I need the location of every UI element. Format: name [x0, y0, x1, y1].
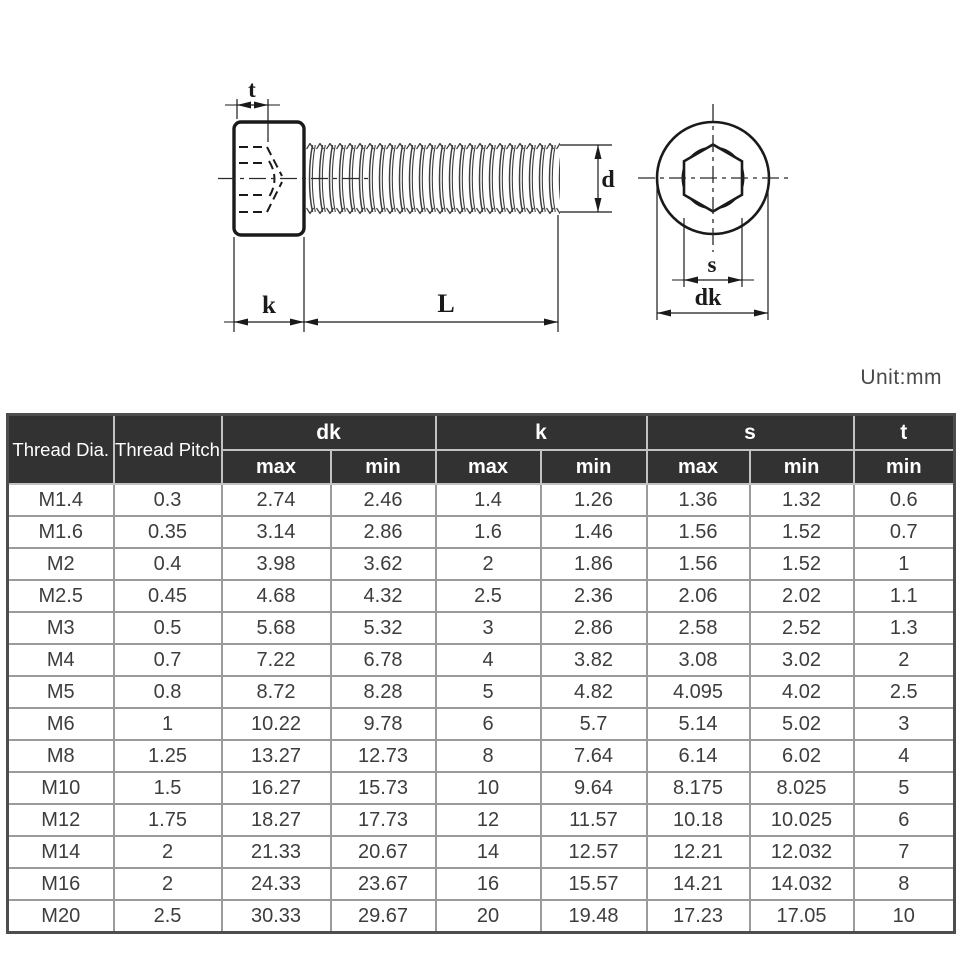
cell-s-max: 5.14 [647, 708, 750, 740]
cell-thread-pitch: 1.5 [114, 772, 222, 804]
cell-k-max: 3 [436, 612, 541, 644]
cell-k-min: 9.64 [541, 772, 647, 804]
dim-label-d: d [601, 167, 615, 193]
spec-table [6, 413, 956, 934]
cell-k-min: 19.48 [541, 900, 647, 933]
cell-k-max: 12 [436, 804, 541, 836]
cell-s-min: 12.032 [750, 836, 854, 868]
header-t-min: min [854, 450, 955, 484]
cell-dk-max: 13.27 [222, 740, 331, 772]
cell-thread-pitch: 0.35 [114, 516, 222, 548]
cell-s-max: 1.56 [647, 548, 750, 580]
cell-thread-pitch: 1.25 [114, 740, 222, 772]
cell-thread-pitch: 0.4 [114, 548, 222, 580]
cell-t-min: 1.3 [854, 612, 955, 644]
cell-dk-max: 4.68 [222, 580, 331, 612]
cell-k-min: 15.57 [541, 868, 647, 900]
cell-t-min: 7 [854, 836, 955, 868]
cell-t-min: 2.5 [854, 676, 955, 708]
cell-s-max: 14.21 [647, 868, 750, 900]
table-row [8, 644, 955, 676]
cell-k-max: 1.6 [436, 516, 541, 548]
header-thread-pitch: Thread Pitch [114, 415, 222, 485]
cell-thread-dia: M2.5 [8, 580, 114, 612]
cell-k-max: 8 [436, 740, 541, 772]
cell-s-min: 2.52 [750, 612, 854, 644]
cell-k-min: 1.46 [541, 516, 647, 548]
dim-label-t: t [248, 77, 256, 102]
cell-dk-min: 9.78 [331, 708, 436, 740]
table-row [8, 804, 955, 836]
cell-thread-pitch: 1 [114, 708, 222, 740]
table-row [8, 836, 955, 868]
table-row [8, 548, 955, 580]
cell-dk-min: 15.73 [331, 772, 436, 804]
technical-drawing [0, 0, 958, 410]
cell-dk-max: 24.33 [222, 868, 331, 900]
cell-thread-pitch: 2 [114, 868, 222, 900]
cell-thread-pitch: 2.5 [114, 900, 222, 933]
header-s-max: max [647, 450, 750, 484]
cell-thread-pitch: 0.5 [114, 612, 222, 644]
dim-label-s: s [707, 252, 717, 277]
cell-k-max: 5 [436, 676, 541, 708]
cell-dk-min: 4.32 [331, 580, 436, 612]
cell-s-min: 8.025 [750, 772, 854, 804]
cell-thread-dia: M10 [8, 772, 114, 804]
cell-t-min: 4 [854, 740, 955, 772]
cell-dk-min: 20.67 [331, 836, 436, 868]
cell-s-min: 1.32 [750, 484, 854, 516]
cell-thread-dia: M2 [8, 548, 114, 580]
cell-k-max: 2.5 [436, 580, 541, 612]
dim-label-dk: dk [694, 285, 722, 311]
cell-s-min: 17.05 [750, 900, 854, 933]
cell-dk-max: 21.33 [222, 836, 331, 868]
table-row [8, 708, 955, 740]
cell-s-min: 1.52 [750, 516, 854, 548]
cell-k-min: 2.36 [541, 580, 647, 612]
cell-t-min: 5 [854, 772, 955, 804]
cell-dk-min: 17.73 [331, 804, 436, 836]
cell-s-max: 2.58 [647, 612, 750, 644]
end-centerlines [638, 104, 788, 252]
cell-thread-dia: M4 [8, 644, 114, 676]
cell-t-min: 10 [854, 900, 955, 933]
header-k-min: min [541, 450, 647, 484]
cell-t-min: 8 [854, 868, 955, 900]
cell-k-min: 1.86 [541, 548, 647, 580]
cell-t-min: 6 [854, 804, 955, 836]
table-row [8, 580, 955, 612]
cell-s-min: 14.032 [750, 868, 854, 900]
cell-k-min: 4.82 [541, 676, 647, 708]
cell-s-max: 1.36 [647, 484, 750, 516]
cell-thread-dia: M20 [8, 900, 114, 933]
cell-s-max: 17.23 [647, 900, 750, 933]
header-thread-dia: Thread Dia. [8, 415, 114, 485]
cell-dk-min: 2.46 [331, 484, 436, 516]
cell-thread-dia: M16 [8, 868, 114, 900]
cell-thread-dia: M5 [8, 676, 114, 708]
header-dk-max: max [222, 450, 331, 484]
header-s-min: min [750, 450, 854, 484]
cell-dk-min: 5.32 [331, 612, 436, 644]
cell-dk-max: 2.74 [222, 484, 331, 516]
cell-s-min: 3.02 [750, 644, 854, 676]
cell-dk-max: 3.98 [222, 548, 331, 580]
cell-k-max: 10 [436, 772, 541, 804]
spec-table-body [8, 484, 955, 933]
cell-s-min: 5.02 [750, 708, 854, 740]
cell-s-min: 4.02 [750, 676, 854, 708]
cell-dk-min: 3.62 [331, 548, 436, 580]
cell-dk-max: 10.22 [222, 708, 331, 740]
screw-side-view [218, 77, 615, 332]
cell-thread-pitch: 0.45 [114, 580, 222, 612]
header-group-s: s [647, 415, 854, 451]
cell-t-min: 0.7 [854, 516, 955, 548]
header-group-t: t [854, 415, 955, 451]
cell-k-max: 6 [436, 708, 541, 740]
spec-table-header [8, 415, 955, 485]
cell-t-min: 1.1 [854, 580, 955, 612]
cell-thread-pitch: 0.7 [114, 644, 222, 676]
cell-dk-min: 6.78 [331, 644, 436, 676]
dim-label-k: k [262, 292, 276, 319]
cell-t-min: 1 [854, 548, 955, 580]
cell-t-min: 3 [854, 708, 955, 740]
cell-dk-max: 18.27 [222, 804, 331, 836]
cell-t-min: 2 [854, 644, 955, 676]
cell-dk-max: 5.68 [222, 612, 331, 644]
table-row [8, 484, 955, 516]
cell-dk-max: 3.14 [222, 516, 331, 548]
cell-thread-dia: M3 [8, 612, 114, 644]
table-row [8, 676, 955, 708]
cell-thread-dia: M12 [8, 804, 114, 836]
cell-k-max: 1.4 [436, 484, 541, 516]
cell-dk-max: 7.22 [222, 644, 331, 676]
cell-s-min: 10.025 [750, 804, 854, 836]
cell-thread-pitch: 0.8 [114, 676, 222, 708]
cell-t-min: 0.6 [854, 484, 955, 516]
cell-k-max: 14 [436, 836, 541, 868]
cell-s-max: 10.18 [647, 804, 750, 836]
cell-k-max: 4 [436, 644, 541, 676]
screw-end-view [638, 104, 788, 320]
cell-dk-max: 30.33 [222, 900, 331, 933]
cell-s-max: 4.095 [647, 676, 750, 708]
cell-k-min: 7.64 [541, 740, 647, 772]
cell-dk-min: 2.86 [331, 516, 436, 548]
header-dk-min: min [331, 450, 436, 484]
table-row [8, 772, 955, 804]
table-row [8, 516, 955, 548]
cell-thread-pitch: 0.3 [114, 484, 222, 516]
cell-k-min: 2.86 [541, 612, 647, 644]
header-k-max: max [436, 450, 541, 484]
cell-dk-min: 12.73 [331, 740, 436, 772]
cell-thread-dia: M8 [8, 740, 114, 772]
header-group-k: k [436, 415, 647, 451]
cell-dk-min: 23.67 [331, 868, 436, 900]
cell-k-max: 2 [436, 548, 541, 580]
header-group-dk: dk [222, 415, 436, 451]
cell-s-min: 2.02 [750, 580, 854, 612]
table-row [8, 612, 955, 644]
cell-k-min: 12.57 [541, 836, 647, 868]
cell-thread-dia: M14 [8, 836, 114, 868]
cell-s-max: 6.14 [647, 740, 750, 772]
cell-s-max: 12.21 [647, 836, 750, 868]
cell-dk-max: 8.72 [222, 676, 331, 708]
cell-k-min: 1.26 [541, 484, 647, 516]
table-row [8, 868, 955, 900]
cell-thread-pitch: 1.75 [114, 804, 222, 836]
cell-dk-max: 16.27 [222, 772, 331, 804]
cell-s-max: 1.56 [647, 516, 750, 548]
cell-thread-dia: M6 [8, 708, 114, 740]
cell-thread-pitch: 2 [114, 836, 222, 868]
cell-dk-min: 29.67 [331, 900, 436, 933]
cell-s-min: 1.52 [750, 548, 854, 580]
cell-k-min: 5.7 [541, 708, 647, 740]
cell-k-max: 16 [436, 868, 541, 900]
cell-k-min: 3.82 [541, 644, 647, 676]
cell-k-max: 20 [436, 900, 541, 933]
table-row [8, 900, 955, 933]
cell-thread-dia: M1.6 [8, 516, 114, 548]
cell-s-max: 2.06 [647, 580, 750, 612]
cell-k-min: 11.57 [541, 804, 647, 836]
dim-label-L: L [437, 289, 455, 318]
cell-thread-dia: M1.4 [8, 484, 114, 516]
table-row [8, 740, 955, 772]
cell-dk-min: 8.28 [331, 676, 436, 708]
cell-s-max: 8.175 [647, 772, 750, 804]
cell-s-min: 6.02 [750, 740, 854, 772]
unit-label: Unit:mm [860, 366, 942, 389]
cell-s-max: 3.08 [647, 644, 750, 676]
